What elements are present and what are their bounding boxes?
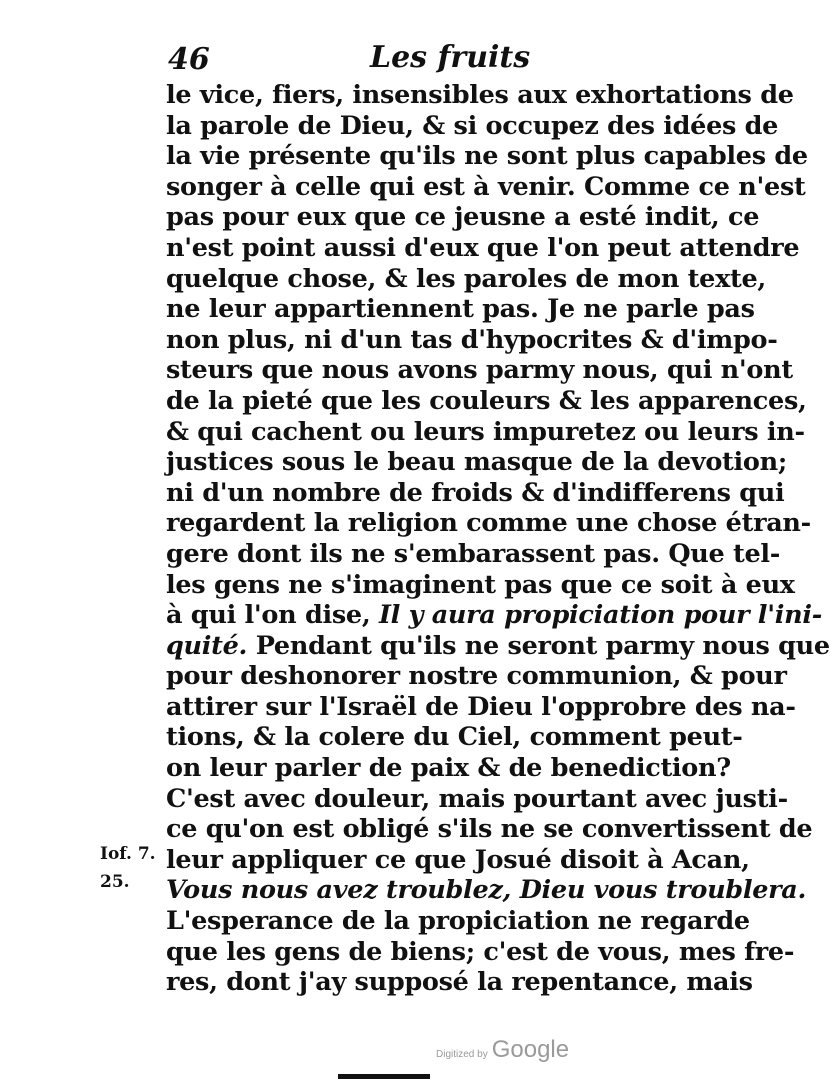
- text-line: gere dont ils ne s'embarassent pas. Que tel-: [166, 538, 781, 569]
- scripture-quote: Il y aura propiciation pour l'ini-: [379, 600, 823, 631]
- text-line: on leur parler de paix & de benediction?: [166, 753, 731, 784]
- text-line: tions, & la colere du Ciel, comment peut-: [166, 722, 743, 753]
- running-head: Les fruits: [370, 40, 531, 75]
- text-line: regardent la religion comme une chose étran-: [166, 508, 811, 539]
- text-line: n'est point aussi d'eux que l'on peut attendre: [166, 232, 800, 263]
- text-line: songer à celle qui est à venir. Comme ce n'est: [166, 171, 806, 202]
- text-line: justices sous le beau masque de la devotion;: [166, 447, 787, 478]
- text-line: le vice, fiers, insensibles aux exhortations de: [166, 80, 794, 110]
- text-line: ni d'un nombre de froids & d'indifferens qui: [166, 477, 785, 508]
- google-logo: Google: [491, 1036, 570, 1063]
- text-line: quelque chose, & les paroles de mon texte,: [166, 263, 766, 294]
- text-line: C'est avec douleur, mais pourtant avec justi-: [166, 783, 788, 814]
- bottom-rule: [338, 1074, 430, 1079]
- digitization-watermark: [436, 1036, 569, 1064]
- watermark-prefix: Digitized by: [436, 1049, 488, 1060]
- text-span: à qui l'on dise,: [166, 600, 380, 631]
- body-text: [166, 80, 830, 998]
- text-line: attirer sur l'Israël de Dieu l'opprobre des na-: [166, 691, 796, 722]
- text-line: la parole de Dieu, & si occupez des idées de: [166, 110, 779, 141]
- text-line: & qui cachent ou leurs impuretez ou leurs in-: [166, 416, 805, 447]
- text-line: leur appliquer ce que Josué disoit à Acan,: [166, 844, 750, 875]
- text-line: la vie présente qu'ils ne sont plus capables de: [166, 141, 808, 172]
- margin-reference-verse: 25.: [100, 872, 130, 892]
- text-line: steurs que nous avons parmy nous, qui n'ont: [166, 355, 793, 386]
- text-line: [166, 600, 823, 631]
- text-line: pour deshonorer nostre communion, & pour: [166, 661, 787, 692]
- text-line: de la pieté que les couleurs & les apparences,: [166, 385, 807, 416]
- text-line: non plus, ni d'un tas d'hypocrites & d'impo-: [166, 324, 778, 355]
- text-line: que les gens de biens; c'est de vous, mes fre-: [166, 936, 795, 967]
- text-span: Pendant qu'ils ne seront parmy nous que: [247, 630, 830, 661]
- text-line: ne leur appartiennent pas. Je ne parle pas: [166, 294, 755, 325]
- scripture-quote: quité.: [166, 630, 248, 661]
- text-line: L'esperance de la propiciation ne regarde: [166, 906, 750, 937]
- scripture-quote-line: Vous nous avez troublez, Dieu vous troublera.: [166, 875, 807, 906]
- margin-reference-book: Iof. 7.: [100, 844, 156, 864]
- page-number: 46: [168, 42, 210, 77]
- text-line: [166, 630, 830, 662]
- text-line: les gens ne s'imaginent pas que ce soit à eux: [166, 569, 795, 600]
- text-line: res, dont j'ay supposé la repentance, mais: [166, 967, 753, 998]
- text-line: pas pour eux que ce jeusne a esté indit, ce: [166, 202, 760, 233]
- text-line: ce qu'on est obligé s'ils ne se convertissent de: [166, 814, 813, 845]
